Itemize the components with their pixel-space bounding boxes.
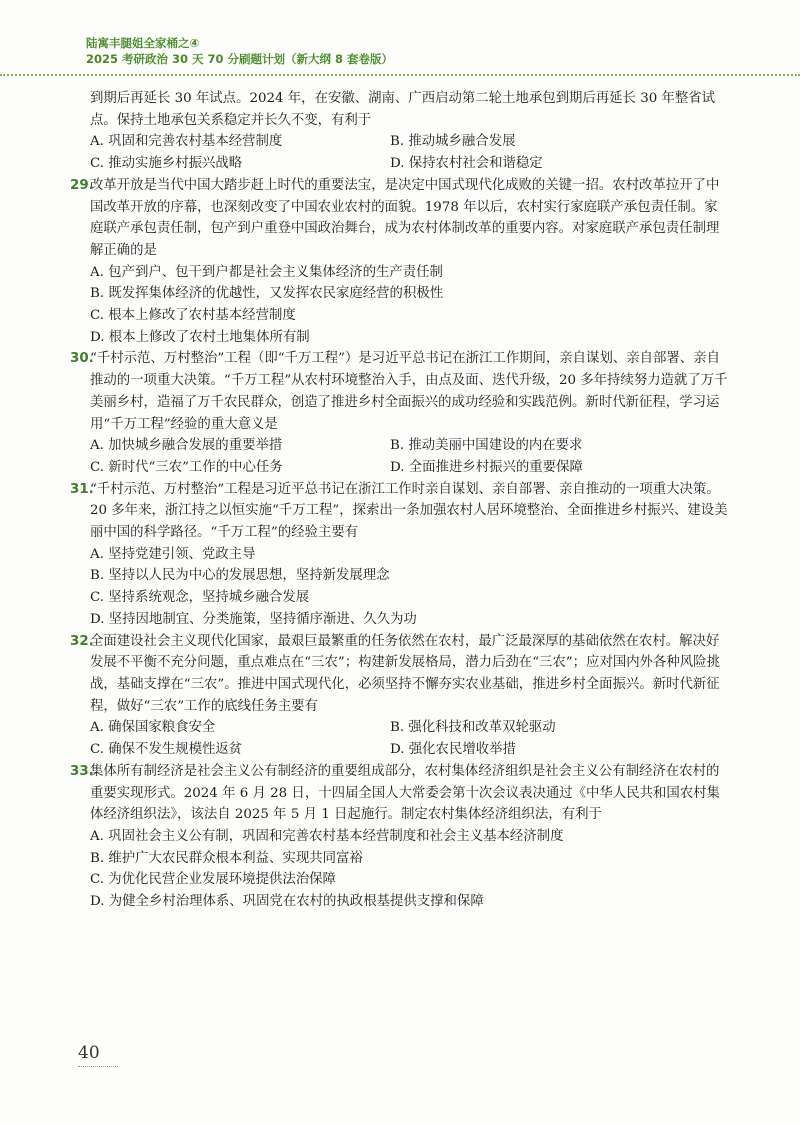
page-header xyxy=(86,35,393,67)
option-b[interactable]: B. 坚持以人民为中心的发展思想，坚持新发展理念 xyxy=(90,568,390,584)
option-a[interactable]: A. 包产到户、包干到户都是社会主义集体经济的生产责任制 xyxy=(90,264,443,280)
header-divider xyxy=(0,74,800,76)
option-a[interactable]: A. 加快城乡融合发展的重要举措 xyxy=(90,438,283,454)
question-29 xyxy=(70,175,730,349)
options-list xyxy=(90,826,730,913)
option-c[interactable]: C. 确保不发生规模性返贫 xyxy=(90,742,243,758)
question-30 xyxy=(70,348,730,478)
option-c[interactable]: C. 推动实施乡村振兴战略 xyxy=(90,156,243,172)
question-33 xyxy=(70,761,730,913)
question-stem: “千村示范、万村整治”工程是习近平总书记在浙江工作时亲自谋划、亲自部署、亲自推动的一项重大决策。20 多年来，浙江持之以恒实施“千万工程”，探索出一条加强农村人居环境整治、全面推进乡村振兴、建设美丽中国的科学路径。“千万工程”的经验主要有 xyxy=(90,481,728,541)
option-d[interactable]: D. 为健全乡村治理体系、巩固党在农村的执政根基提供支撑和保障 xyxy=(90,894,484,910)
option-d[interactable]: D. 全面推进乡村振兴的重要保障 xyxy=(390,459,583,475)
question-number: 31. xyxy=(70,481,94,497)
option-a[interactable]: A. 巩固和完善农村基本经营制度 xyxy=(90,134,283,150)
question-number: 32. xyxy=(70,633,94,649)
option-c[interactable]: C. 新时代“三农”工作的中心任务 xyxy=(90,459,283,475)
page-number-divider xyxy=(78,1066,118,1067)
option-c[interactable]: C. 坚持系统观念，坚持城乡融合发展 xyxy=(90,590,310,606)
question-stem: 集体所有制经济是社会主义公有制经济的重要组成部分，农村集体经济组织是社会主义公有制经济在农村的重要实现形式。2024 年 6 月 28 日，十四届全国人大常委会第十次会议表决通过《中华人民共和国农村集体经济组织法》，该法自 2025 年 5 月 1 日起施行。制定农村集体经济组织法，有利于 xyxy=(90,763,720,823)
header-series-title: 陆寓丰腿姐全家桶之④ xyxy=(86,36,200,50)
option-b[interactable]: B. 强化科技和改革双轮驱动 xyxy=(390,720,556,736)
question-continuation xyxy=(90,88,730,175)
option-c[interactable]: C. 为优化民营企业发展环境提供法治保障 xyxy=(90,872,336,888)
option-a[interactable]: A. 巩固社会主义公有制，巩固和完善农村基本经营制度和社会主义基本经济制度 xyxy=(90,828,564,844)
option-d[interactable]: D. 根本上修改了农村土地集体所有制 xyxy=(90,329,310,345)
header-book-title: 2025 考研政治 30 天 70 分刷题计划（新大纲 8 套卷版） xyxy=(86,52,394,66)
options-list xyxy=(90,262,730,349)
option-d[interactable]: D. 坚持因地制宜、分类施策，坚持循序渐进、久久为功 xyxy=(90,611,417,627)
option-d[interactable]: D. 强化农民增收举措 xyxy=(390,742,516,758)
question-stem: 改革开放是当代中国大踏步赶上时代的重要法宝，是决定中国式现代化成败的关键一招。农村改革拉开了中国改革开放的序幕，也深刻改变了中国农业农村的面貌。1978 年以后，农村实行家庭联产承包责任制。家庭联产承包责任制，包产到户重登中国政治舞台，成为农村体制改革的重要内容。对家庭联产承包责任制理解正确的是 xyxy=(90,177,720,258)
question-stem: “千村示范、万村整治”工程（即“千万工程”）是习近平总书记在浙江工作期间，亲自谋划、亲自部署、亲自推动的一项重大决策。“千万工程”从农村环境整治入手，由点及面、迭代升级，20 多年持续努力造就了万千美丽乡村，造福了万千农民群众，创造了推进乡村全面振兴的成功经验和实践范例。新时代新征程，学习运用“千万工程”经验的重大意义是 xyxy=(90,351,728,432)
question-32 xyxy=(70,631,730,761)
options-list xyxy=(90,435,730,478)
question-stem: 全面建设社会主义现代化国家，最艰巨最繁重的任务依然在农村，最广泛最深厚的基础依然在农村。解决好发展不平衡不充分问题，重点难点在“三农”；构建新发展格局，潜力后劲在“三农”；应对国内外各种风险挑战，基础支撑在“三农”。推进中国式现代化，必须坚持不懈夯实农业基础，推进乡村全面振兴。新时代新征程，做好“三农”工作的底线任务主要有 xyxy=(90,633,720,714)
option-a[interactable]: A. 确保国家粮食安全 xyxy=(90,720,216,736)
option-a[interactable]: A. 坚持党建引领、党政主导 xyxy=(90,546,256,562)
question-number: 33. xyxy=(70,763,94,779)
option-b[interactable]: B. 既发挥集体经济的优越性，又发挥农民家庭经营的积极性 xyxy=(90,286,444,302)
options-list xyxy=(90,717,730,760)
option-b[interactable]: B. 推动美丽中国建设的内在要求 xyxy=(390,438,583,454)
option-d[interactable]: D. 保持农村社会和谐稳定 xyxy=(390,156,543,172)
question-31 xyxy=(70,479,730,631)
question-number: 29. xyxy=(70,177,94,193)
question-stem: 到期后再延长 30 年试点。2024 年，在安徽、湖南、广西启动第二轮土地承包到期后再延长 30 年整省试点。保持土地承包关系稳定并长久不变，有利于 xyxy=(90,91,716,128)
options-list xyxy=(90,544,730,631)
question-number: 30. xyxy=(70,351,94,367)
option-c[interactable]: C. 根本上修改了农村基本经营制度 xyxy=(90,308,296,324)
question-content xyxy=(70,88,730,913)
option-b[interactable]: B. 推动城乡融合发展 xyxy=(390,134,516,150)
page-number: 40 xyxy=(78,1043,100,1063)
options-list xyxy=(90,131,730,174)
option-b[interactable]: B. 维护广大农民群众根本利益、实现共同富裕 xyxy=(90,850,363,866)
